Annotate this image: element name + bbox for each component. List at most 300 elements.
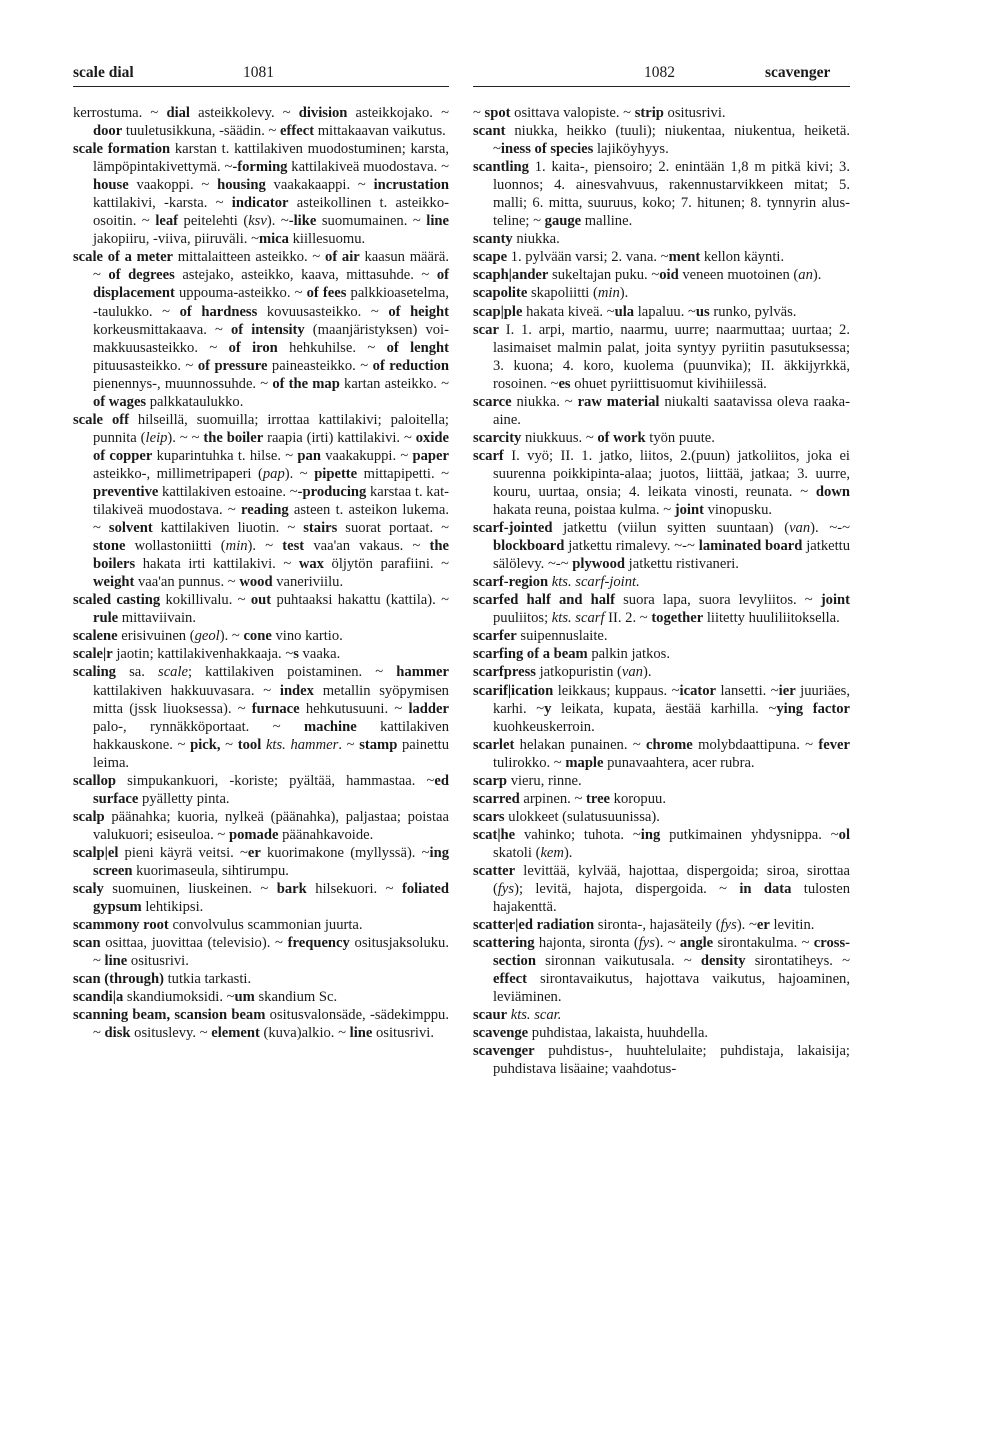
headword-text: scale of a meter [73, 249, 174, 266]
definition-text: asteen t. asteikon lukema. ~ [93, 502, 449, 537]
definition-text: ). [642, 664, 652, 681]
dictionary-entry [73, 880, 449, 916]
headword-text: foliated gypsum [93, 881, 449, 916]
definition-text: molybdaattipuna. ~ [692, 736, 819, 753]
headword-text: es [558, 375, 571, 392]
definition-text: I. 1. arpi, martio, naarmu, uurre; naarmuttaa; uurtaa; 2. lasimaiset malmin palat, joita syntyy pyriitin pasutuksessa; 3. kuona; 4. koro, kuolema (puunvika); II. äkkijyrkkä, rosoinen. ~ [493, 321, 850, 392]
headword-text: of height [388, 303, 449, 320]
definition-text: kuparintuhka t. hilse. ~ [152, 447, 298, 464]
definition-text: ). ~ [736, 917, 757, 934]
headword-text: line [426, 213, 449, 230]
left-column [73, 104, 449, 1042]
definition-text: ositusrivi. [663, 105, 726, 121]
headword-text: scanty [473, 231, 513, 248]
headword-text: preventive [93, 483, 159, 500]
dictionary-entry [473, 591, 850, 627]
definition-text: arpinen. ~ [519, 790, 586, 807]
dictionary-entry [473, 862, 850, 916]
headword-text: joint [674, 502, 704, 519]
headword-text: laminated board [698, 538, 803, 555]
italic-label-text: min [225, 538, 248, 555]
dictionary-entry [473, 682, 850, 736]
headword-text: raw material [577, 393, 660, 410]
dictionary-entry [473, 519, 850, 573]
definition-text: vaakakaappi. ~ [265, 177, 374, 194]
definition-text: sirontakulma. ~ [713, 935, 814, 952]
left-page-number: 1081 [243, 64, 274, 81]
headword-text: density [700, 953, 746, 970]
definition-text: jatkettu rimalevy. ~-~ [564, 538, 699, 555]
headword-text: um [234, 989, 255, 1006]
headword-text: effect [493, 971, 528, 988]
definition-text: lansetti. ~ [716, 682, 779, 699]
definition-text: osittaa, juovittaa (televisio). ~ [100, 935, 288, 952]
headword-text: hammer [396, 664, 449, 681]
headword-text: the boilers [93, 538, 450, 573]
headword-text: joint [820, 592, 850, 609]
dictionary-entry [473, 248, 850, 266]
italic-label-text: kem [540, 844, 564, 861]
italic-label-text: leip [145, 429, 168, 446]
definition-text: palkkataulukko. [146, 393, 244, 410]
definition-text: paineasteikko. ~ [267, 357, 373, 374]
headword-text: rule [93, 610, 119, 627]
dictionary-entry [73, 591, 449, 627]
definition-text: hilseillä, suomuilla; irrottaa kattilakivi; paloitella; punnita ( [93, 411, 449, 446]
headword-text: scammony root [73, 917, 169, 934]
headword-text: scarfpress [473, 664, 536, 681]
headword-text: of fees [306, 285, 347, 302]
headword-text: furnace [251, 700, 300, 717]
definition-text: (kuva)alkio. ~ [259, 1025, 350, 1042]
definition-text: hehkutusuuni. ~ [299, 700, 409, 717]
headword-text: of the map [272, 375, 340, 392]
headword-text: out [250, 592, 272, 609]
headword-text: scalp|el [73, 844, 119, 861]
dictionary-entry [73, 140, 449, 248]
definition-text: simpukankuori, -koriste; pyältää, hammastaa. ~ [115, 772, 435, 789]
definition-text: levittää, kylvää, hajottaa, dispergoida; siroa, sirottaa ( [493, 862, 850, 898]
definition-text: ). [812, 267, 822, 284]
definition-text: kovuusasteikko. ~ [257, 303, 389, 320]
definition-text: hajonta, sironta ( [534, 935, 639, 952]
definition-text: päänahkavoide. [278, 826, 374, 843]
dictionary-entry [73, 663, 449, 771]
headword-text: effect [280, 123, 315, 140]
definition-text: metallin syöpymisen mitta (jssk liuoksessa). ~ [93, 682, 449, 717]
definition-text: raapia (irti) kattilakivi. ~ [263, 429, 416, 446]
headword-text: together [651, 610, 704, 627]
definition-text: hilsekuori. ~ [306, 881, 402, 898]
definition-text: kellon käynti. [700, 249, 785, 266]
dictionary-entry [473, 790, 850, 808]
dictionary-entry [473, 266, 850, 284]
definition-text: jatkettu ristivaneri. [625, 556, 739, 573]
dictionary-entry [473, 230, 850, 248]
definition-text: levitin. [769, 917, 815, 934]
definition-text: niukalti saatavissa oleva raaka-aine. [493, 393, 850, 428]
definition-text: hakata reuna, poistaa kulma. ~ [493, 502, 675, 519]
definition-text: painettu leima. [93, 736, 449, 771]
headword-text: scan (through) [73, 971, 164, 988]
definition-text: tulirokko. ~ [493, 754, 566, 771]
dictionary-entry [73, 1006, 449, 1042]
headword-text: the boiler [203, 429, 264, 446]
definition-text: kuorimaseula, sihtirumpu. [132, 862, 289, 879]
dictionary-entry [73, 104, 449, 140]
headword-text: scat|he [473, 826, 516, 843]
headword-text: scarred [473, 790, 520, 807]
definition-text: niukka, heikko (tuuli); niukentaa, niukentua, heiketä. ~ [493, 123, 850, 158]
headword-text: paper [412, 447, 449, 464]
definition-text: II. 2. ~ [604, 610, 652, 627]
right-header-rule [473, 86, 850, 87]
dictionary-entry [473, 645, 850, 663]
headword-text: -producing [297, 483, 367, 500]
definition-text: jaotin; kattilakivenhakkaaja. ~ [112, 646, 294, 663]
headword-text: oid [659, 267, 679, 284]
headword-text: scatter|ed radiation [473, 917, 595, 934]
italic-label-text: an [798, 267, 813, 284]
definition-text: suomumainen. ~ [316, 213, 427, 230]
definition-text: astejako, asteikko, kaava, mittasuhde. ~ [174, 267, 437, 284]
headword-text: -forming [232, 159, 288, 176]
headword-text: scarfed half and half [473, 592, 615, 609]
definition-text: ). [563, 844, 573, 861]
italic-label-text: kts. scarf [551, 610, 605, 627]
headword-text: tree [586, 790, 611, 807]
definition-text: vinopusku. [703, 502, 773, 519]
headword-text: scape [473, 249, 508, 266]
headword-text: scan [73, 935, 101, 952]
headword-text: house [93, 177, 129, 194]
definition-text: hehkuhilse. ~ [277, 339, 387, 356]
definition-text: kattilakiven hakkuuvasara. ~ [93, 682, 280, 699]
definition-text: sironnan vaikutusala. ~ [535, 953, 701, 970]
headword-text: cone [243, 628, 272, 645]
headword-text: ing [640, 826, 661, 843]
definition-text: hakata kiveä. ~ [522, 303, 615, 320]
headword-text: stamp [359, 736, 398, 753]
definition-text: skandiumoksidi. ~ [123, 989, 235, 1006]
italic-label-text: van [789, 520, 811, 537]
definition-text: jakopiiru, -viiva, piiruväli. ~ [93, 231, 259, 248]
definition-text: koropuu. [610, 790, 666, 807]
definition-text: niukka. [512, 231, 560, 248]
headword-text: wood [239, 574, 273, 591]
headword-text: tool [237, 736, 262, 753]
definition-text: työn puute. [645, 429, 715, 446]
definition-text: ). ~-~ [810, 520, 851, 537]
definition-text: ). ~ [284, 465, 315, 482]
definition-text: sirontavaikutus, hajottava vaikutus, hajoaminen, leviäminen. [493, 971, 850, 1006]
headword-text: of pressure [197, 357, 268, 374]
headword-text: solvent [108, 520, 153, 537]
definition-text: ositusjaksoluku. ~ [93, 935, 450, 970]
dictionary-entry [73, 808, 449, 844]
dictionary-entry [73, 627, 449, 645]
headword-text: element [211, 1025, 260, 1042]
headword-text: of displacement [93, 267, 449, 302]
definition-text: ohuet pyriittisuomut kivihiilessä. [570, 375, 767, 392]
definition-text: jatkopuristin ( [535, 664, 622, 681]
italic-label-text: fys [638, 935, 655, 952]
headword-text: of hardness [179, 303, 258, 320]
headword-text: gauge [544, 213, 582, 230]
headword-text: scale|r [73, 646, 113, 663]
definition-text: veneen muotoinen ( [678, 267, 799, 284]
definition-text: punavaahtera, acer rubra. [603, 754, 755, 771]
dictionary-entry [473, 736, 850, 772]
definition-text: kattilakiveä muodostava. ~ [287, 159, 449, 176]
headword-text: scant [473, 123, 506, 140]
dictionary-entry [73, 645, 449, 663]
dictionary-entry [473, 429, 850, 447]
headword-text: pan [297, 447, 321, 464]
definition-text: asteikkolevy. ~ [190, 105, 299, 121]
definition-text: niukka. ~ [511, 393, 578, 410]
definition-text: kokillivalu. ~ [160, 592, 251, 609]
headword-text: line [349, 1025, 373, 1042]
left-header-rule [73, 86, 449, 87]
definition-text: skandium Sc. [254, 989, 338, 1006]
headword-text: scaly [73, 881, 104, 898]
headword-text: chrome [646, 736, 693, 753]
headword-text: scars [473, 808, 505, 825]
definition-text: asteikko-, millimetripaperi ( [93, 465, 263, 482]
definition-text: puhdistus-, huuhtelulaite; puhdistaja, lakaisija; puhdistava lisäaine; vaahdotus- [493, 1043, 850, 1078]
headword-text: ment [668, 249, 701, 266]
definition-text: palkin jatkos. [587, 646, 671, 663]
right-guideword: scavenger [765, 64, 831, 81]
definition-text: suorat portaat. ~ [337, 520, 450, 537]
headword-text: stairs [303, 520, 338, 537]
dictionary-entry [473, 104, 850, 122]
headword-text: er [247, 844, 261, 861]
definition-text: leikata, kupata, äestää karhilla. ~ [551, 700, 777, 717]
definition-text: ~ [473, 105, 485, 121]
italic-label-text: van [621, 664, 643, 681]
dictionary-entry [473, 934, 850, 1006]
headword-text: disk [104, 1025, 131, 1042]
headword-text: ying factor [776, 700, 850, 717]
definition-text: helakan punainen. ~ [514, 736, 647, 753]
headword-text: incrustation [373, 177, 449, 194]
headword-text: of reduction [372, 357, 450, 374]
dictionary-entry [473, 808, 850, 826]
dictionary-entry [73, 988, 449, 1006]
headword-text: frequency [287, 935, 350, 952]
headword-text: machine [304, 718, 357, 735]
headword-text: scarf [473, 447, 504, 464]
headword-text: down [815, 483, 850, 500]
headword-text: blockboard [493, 538, 565, 555]
definition-text: tulosten hajakenttä. [493, 881, 850, 916]
italic-label-text: fys [720, 917, 737, 934]
headword-text: pick, [190, 736, 221, 753]
headword-text: scantling [473, 159, 529, 176]
definition-text: skatoli ( [493, 844, 541, 861]
definition-text: putkimainen yhdysnippa. ~ [660, 826, 839, 843]
definition-text: lehtikipsi. [141, 899, 204, 916]
dictionary-entry [473, 573, 850, 591]
definition-text: päänahka; kuoria, nylkeä (päänahka), paljastaa; poistaa valukuori; esiseuloa. ~ [93, 808, 449, 843]
headword-text: scarce [473, 393, 512, 410]
headword-text: of degrees [108, 267, 175, 284]
headword-text: oxide of copper [93, 429, 449, 464]
headword-text: division [298, 105, 348, 121]
headword-text: of wages [93, 393, 147, 410]
headword-text: scallop [73, 772, 116, 789]
right-page-number: 1082 [644, 64, 675, 81]
italic-label-text: scale [158, 664, 189, 681]
definition-text: malline. [581, 213, 633, 230]
definition-text: wollastoniitti ( [125, 538, 226, 555]
definition-text: pieni käyrä veitsi. ~ [118, 844, 248, 861]
italic-label-text: pap [262, 465, 285, 482]
definition-text: lajiköyhyys. [593, 141, 669, 158]
definition-text: ~ [220, 736, 238, 753]
definition-text: palo-, rynnäkköportaat. ~ [93, 718, 304, 735]
italic-label-text: kts. scar. [510, 1007, 562, 1024]
headword-text: scarfing of a beam [473, 646, 588, 663]
definition-text: juuriäes, karhi. ~ [493, 682, 850, 717]
definition-text: jatkettu sälölevy. ~-~ [493, 538, 850, 573]
headword-text: maple [565, 754, 604, 771]
definition-text: ). ~ [654, 935, 680, 952]
definition-text: mittalaitteen asteikko. ~ [173, 249, 326, 266]
dictionary-entry [473, 1042, 850, 1078]
definition-text: vahinko; tuhota. ~ [515, 826, 641, 843]
headword-text: weight [93, 574, 135, 591]
definition-text: suora lapa, suora levyliitos. ~ [614, 592, 821, 609]
headword-text: scarf-region [473, 574, 549, 591]
headword-text: scarf-jointed [473, 520, 553, 537]
definition-text: mittakaavan vaikutus. [314, 123, 446, 140]
definition-text: karstan t. kattilakiven muodostuminen; karsta, lämpöpintakivettymä. ~ [93, 141, 449, 176]
definition-text: kattilakiven liuotin. ~ [152, 520, 304, 537]
headword-text: iness of species [500, 141, 594, 158]
headword-text: scaph|ander [473, 267, 549, 284]
headword-text: mica [258, 231, 289, 248]
definition-text: ositusrivi. [127, 953, 189, 970]
headword-text: y [544, 700, 552, 717]
headword-text: angle [679, 935, 714, 952]
headword-text: housing [217, 177, 266, 194]
definition-text: ulokkeet (sulatusuunissa). [504, 808, 660, 825]
dictionary-entry [473, 284, 850, 302]
italic-label-text: fys [497, 881, 515, 898]
dictionary-entry [73, 411, 449, 591]
headword-text: scatter [473, 862, 516, 879]
definition-text: kuohkeuskerroin. [493, 718, 595, 735]
headword-text: icator [679, 682, 716, 699]
definition-text: convolvulus scammonian juurta. [168, 917, 363, 934]
definition-text: kattilakiven hakkauskone. ~ [93, 718, 449, 753]
headword-text: scandi|a [73, 989, 124, 1006]
headword-text: scarlet [473, 736, 515, 753]
definition-text: puuliitos; [493, 610, 552, 627]
headword-text: of intensity [230, 321, 305, 338]
definition-text: ). ~ [266, 213, 289, 230]
definition-text: hakata irti kattilakivi. ~ [135, 556, 299, 573]
definition-text: tutkia tarkasti. [163, 971, 252, 988]
definition-text: runko, pylväs. [709, 303, 797, 320]
headword-text: scanning beam, scansion beam [73, 1007, 266, 1024]
definition-text: kiillesuomu. [288, 231, 366, 248]
headword-text: in data [739, 881, 792, 898]
dictionary-entry [473, 303, 850, 321]
headword-text: door [93, 123, 123, 140]
definition-text: vaaka. [298, 646, 341, 663]
headword-text: plywood [572, 556, 626, 573]
dictionary-entry [473, 627, 850, 645]
headword-text: spot [484, 105, 511, 121]
definition-text: pituusasteikko. ~ [93, 357, 198, 374]
definition-text: lapaluu. ~ [634, 303, 696, 320]
headword-text: scaling [73, 664, 116, 681]
definition-text: vaa'an vakaus. ~ [304, 538, 430, 555]
definition-text: puhtaaksi hakattu (kattila). ~ [271, 592, 449, 609]
dictionary-entry [73, 844, 449, 880]
definition-text: ; kattilakiven poistaminen. ~ [188, 664, 397, 681]
headword-text: of work [597, 429, 646, 446]
definition-text: skapoliitti ( [527, 285, 598, 302]
headword-text: scarfer [473, 628, 517, 645]
definition-text: karstaa t. kattilakiveä muodostava. ~ [93, 483, 449, 519]
definition-text: vaa'an punnus. ~ [134, 574, 240, 591]
definition-text: peitelehti ( [178, 213, 249, 230]
dictionary-entry [473, 1024, 850, 1042]
headword-text: scaur [473, 1007, 508, 1024]
headword-text: er [756, 917, 770, 934]
definition-text: puhdistaa, lakaista, huuhdella. [528, 1025, 709, 1042]
dictionary-entry [473, 393, 850, 429]
definition-text: ); levitä, hajota, dispergoida. ~ [514, 881, 740, 898]
dictionary-entry [73, 970, 449, 988]
definition-text: leikkaus; kuppaus. ~ [553, 682, 680, 699]
definition-text: vaakakuppi. ~ [320, 447, 413, 464]
headword-text: of iron [228, 339, 278, 356]
definition-text: ositusvalonsäde, -sädekimppu. ~ [93, 1007, 449, 1042]
definition-text: sa. [115, 664, 159, 681]
dictionary-entry [473, 122, 850, 158]
italic-label-text: kts. hammer [265, 736, 339, 753]
italic-label-text: kts. scarf-joint. [551, 574, 640, 591]
dictionary-entry [473, 1006, 850, 1024]
definition-text: ). ~ [247, 538, 283, 555]
dictionary-entry [473, 663, 850, 681]
definition-text: korkeusmittakaava. ~ [93, 321, 231, 338]
headword-text: scalp [73, 808, 105, 825]
definition-text: uppouma-asteikko. ~ [174, 285, 307, 302]
headword-text: scattering [473, 935, 535, 952]
definition-text: kartan asteikko. ~ [339, 375, 450, 392]
definition-text: asteikollinen t. asteikko-osoitin. ~ [93, 195, 449, 230]
headword-text: pomade [228, 826, 279, 843]
headword-text: line [104, 953, 128, 970]
definition-text: . ~ [338, 736, 360, 753]
headword-text: scar [473, 321, 499, 338]
headword-text: reading [241, 502, 289, 519]
headword-text: strip [634, 105, 664, 121]
headword-text: ladder [408, 700, 449, 717]
headword-text: scarif|ication [473, 682, 554, 699]
definition-text: sirontatiheys. ~ [745, 953, 850, 970]
headword-text: ol [838, 826, 850, 843]
definition-text: erisivuinen ( [117, 628, 195, 645]
definition-text: palkkioasetelma, -taulukko. ~ [93, 285, 450, 320]
